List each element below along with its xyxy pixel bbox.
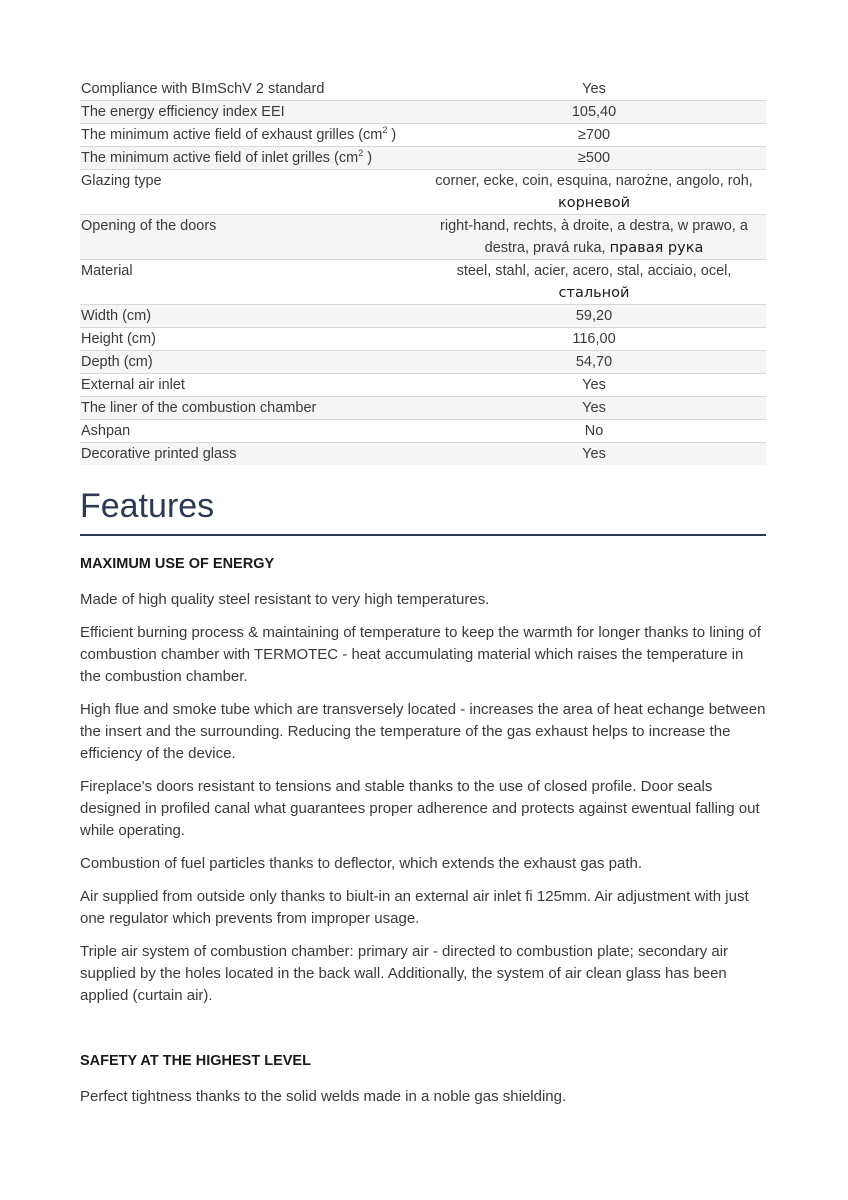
- superscript: 2: [358, 148, 364, 159]
- spec-value: Yes: [422, 443, 766, 466]
- spec-value: [422, 170, 766, 215]
- spec-value: No: [422, 420, 766, 443]
- specifications-table: [80, 78, 766, 465]
- spec-value-text: steel, stahl, acier, acero, stal, acciaio, ocel,: [456, 263, 732, 279]
- spec-label: [80, 124, 422, 147]
- spec-value: 116,00: [422, 328, 766, 351]
- paragraph: Combustion of fuel particles thanks to deflector, which extends the exhaust gas path.: [80, 855, 642, 872]
- spec-label-end: ): [387, 127, 397, 143]
- features-title: Features: [80, 482, 766, 536]
- spec-value-russian: стальной: [558, 285, 630, 301]
- spec-label-text: The minimum active field of inlet grilles (cm: [81, 150, 359, 166]
- table-row: [80, 328, 766, 351]
- spec-label: Opening of the doors: [80, 215, 422, 260]
- spec-label: Width (cm): [80, 305, 422, 328]
- table-row: [80, 374, 766, 397]
- table-row: [80, 351, 766, 374]
- paragraph: Triple air system of combustion chamber: primary air - directed to combustion plate; secondary air supplied by the holes located in the back wall. Additionally, the system of air clean glass has been applied (curtain air).: [80, 943, 729, 1004]
- spec-label: The energy efficiency index EEI: [80, 101, 422, 124]
- spec-label: Material: [80, 260, 422, 305]
- table-row: [80, 147, 766, 170]
- features-content: [80, 553, 766, 1119]
- spec-label: Compliance with BImSchV 2 standard: [80, 78, 422, 101]
- spec-value: Yes: [422, 374, 766, 397]
- spec-value: [422, 215, 766, 260]
- table-row: [80, 443, 766, 466]
- spec-value: Yes: [422, 397, 766, 420]
- table-row: [80, 101, 766, 124]
- paragraph: Made of high quality steel resistant to very high temperatures.: [80, 591, 490, 608]
- table-row: [80, 397, 766, 420]
- spec-label: Ashpan: [80, 420, 422, 443]
- spec-label-end: ): [363, 150, 373, 166]
- paragraph: Fireplace's doors resistant to tensions and stable thanks to the use of closed profile. Door seals designed in profiled canal what guarantees proper adherence and protects against ewentual falling out while operating.: [80, 778, 760, 839]
- spec-value: ≥700: [422, 124, 766, 147]
- section-spacer: [80, 1018, 766, 1050]
- spec-value: Yes: [422, 78, 766, 101]
- table-row: [80, 305, 766, 328]
- paragraph: High flue and smoke tube which are transversely located - increases the area of heat echange between the insert and the surrounding. Reducing the temperature of the gas exhaust helps to increase the efficiency of the device.: [80, 701, 766, 762]
- table-row: [80, 170, 766, 215]
- spec-label: Decorative printed glass: [80, 443, 422, 466]
- section-safety-at-the-highest-level: [80, 1050, 766, 1108]
- spec-value: 54,70: [422, 351, 766, 374]
- spec-label-text: The minimum active field of exhaust grilles (cm: [81, 127, 383, 143]
- spec-value-russian: правая рука: [609, 240, 704, 256]
- spec-value: ≥500: [422, 147, 766, 170]
- table-row: [80, 215, 766, 260]
- spec-label: [80, 147, 422, 170]
- spec-value: 105,40: [422, 101, 766, 124]
- superscript: 2: [382, 125, 388, 136]
- paragraph: Air supplied from outside only thanks to biult-in an external air inlet fi 125mm. Air adjustment with just one regulator which prevents from improper usage.: [80, 888, 749, 927]
- table-row: [80, 124, 766, 147]
- spec-value-text: right-hand, rechts, à droite, a destra, w prawo, a destra, pravá ruka,: [440, 218, 748, 256]
- table-row: [80, 78, 766, 101]
- spec-value: 59,20: [422, 305, 766, 328]
- spec-label: External air inlet: [80, 374, 422, 397]
- spec-label: Glazing type: [80, 170, 422, 215]
- section-heading: MAXIMUM USE OF ENERGY: [80, 556, 275, 572]
- paragraph: Efficient burning process & maintaining of temperature to keep the warmth for longer thanks to lining of combustion chamber with TERMOTEC - heat accumulating material which raises the temperature in the combustion chamber.: [80, 624, 761, 685]
- paragraph: Perfect tightness thanks to the solid welds made in a noble gas shielding.: [80, 1088, 567, 1105]
- table-row: [80, 260, 766, 305]
- spec-value: [422, 260, 766, 305]
- spec-label: Height (cm): [80, 328, 422, 351]
- table-row: [80, 420, 766, 443]
- spec-value-text: corner, ecke, coin, esquina, narożne, angolo, roh,: [435, 173, 753, 189]
- spec-value-russian: корневой: [557, 195, 631, 211]
- spec-label: The liner of the combustion chamber: [80, 397, 422, 420]
- spec-label: Depth (cm): [80, 351, 422, 374]
- section-maximum-use-of-energy: [80, 553, 766, 1007]
- section-heading: SAFETY AT THE HIGHEST LEVEL: [80, 1053, 311, 1069]
